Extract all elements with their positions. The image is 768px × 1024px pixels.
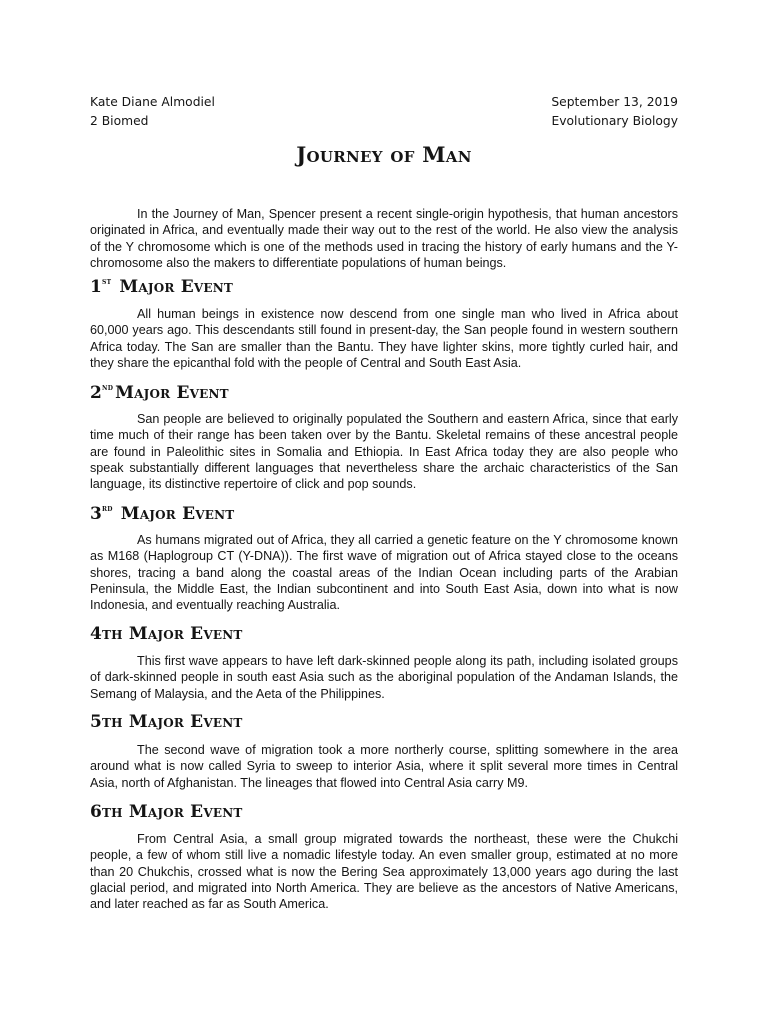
section-paragraph-2: San people are believed to originally populated the Southern and eastern Africa, since that early time much of their range has been taken over by the Bantu. Skeletal remains of these ancestral people are found in Paleolithic sites in Somalia and Ethiopia. In East Africa today they are also people who speak substantially different languages that nevertheless share the archaic characteristics of the San language, its distinctive repertoire of click and pop sounds. — [90, 412, 678, 492]
author-name: Kate Diane Almodiel — [90, 95, 215, 109]
section-title: Major Event — [115, 383, 229, 403]
section-title: Major Event — [128, 802, 243, 822]
section-number: 3 — [90, 504, 103, 524]
section-paragraph-3: As humans migrated out of Africa, they all carried a genetic feature on the Y chromosome known as M168 (Haplogroup CT (Y-DNA)). The first wave of migration out of Africa stayed close to the oceans shores, tracing a band along the coastal areas of the Indian Ocean including parts of the Arabian Peninsula, the Middle East, the Indian subcontinent and into South East Asia, down into what is now Indonesia, and eventually reaching Australia. — [90, 533, 678, 613]
section-title: Major Event — [128, 624, 243, 644]
section-title: Major Event — [119, 277, 234, 297]
section-paragraph-4: This first wave appears to have left dark-skinned people along its path, including isolated groups of dark-skinned people in south east Asia such as the aboriginal population of the Andaman Islands, the Semang of Malaysia, and the Aeta of the Philippines. — [90, 654, 678, 701]
section-ordinal: nd — [102, 382, 114, 392]
section-heading-2 — [90, 382, 229, 403]
header-right — [551, 93, 678, 131]
section-heading-6 — [90, 802, 243, 822]
section-number: 4th — [90, 624, 123, 644]
section-paragraph-5: The second wave of migration took a more northerly course, splitting somewhere in the area around what is now called Syria to sweep to interior Asia, where it split several more times in Central Asia, north of Afghanistan. The lineages that flowed into Central Asia carry M9. — [90, 743, 678, 790]
section-title: Major Event — [120, 504, 235, 524]
section-ordinal: st — [102, 276, 112, 286]
section-paragraph-1: All human beings in existence now descend from one single man who lived in Africa about 60,000 years ago. This descendants still found in present-day, the San people found in western southern Africa today. The San are smaller than the Bantu. They have lighter skins, more tightly curled hair, and they share the epicanthal fold with the people of Central and South East Asia. — [90, 307, 678, 370]
section-heading-1 — [90, 276, 233, 297]
section-heading-3 — [90, 503, 234, 524]
section-number: 1 — [90, 277, 103, 297]
section-heading-5 — [90, 712, 243, 732]
section-ordinal: rd — [102, 503, 113, 513]
document-date: September 13, 2019 — [551, 95, 678, 109]
section-number: 2 — [90, 383, 103, 403]
section-number: 5th — [90, 712, 123, 732]
section-title: Major Event — [128, 712, 243, 732]
intro-paragraph: In the Journey of Man, Spencer present a recent single-origin hypothesis, that human ancestors originated in Africa, and eventually made their way out to the rest of the world. He also view the analysis of the Y chromosome which is one of the methods used in tracing the history of early humans and the Y-chromosome also the makers to differentiate populations of human beings. — [90, 207, 678, 270]
class-section: 2 Biomed — [90, 114, 149, 128]
section-heading-4 — [90, 624, 243, 644]
header-left — [90, 93, 215, 131]
document-title: Journey of Man — [296, 142, 472, 167]
section-number: 6th — [90, 802, 123, 822]
course-name: Evolutionary Biology — [551, 114, 678, 128]
section-paragraph-6: From Central Asia, a small group migrated towards the northeast, these were the Chukchi people, a few of whom still live a nomadic lifestyle today. An even smaller group, estimated at no more than 20 Chukchis, crossed what is now the Bering Sea approximately 13,000 years ago during the last glacial period, and migrated into North America. They are believe as the ancestors of Native Americans, and later reached as far as South America. — [90, 832, 678, 912]
